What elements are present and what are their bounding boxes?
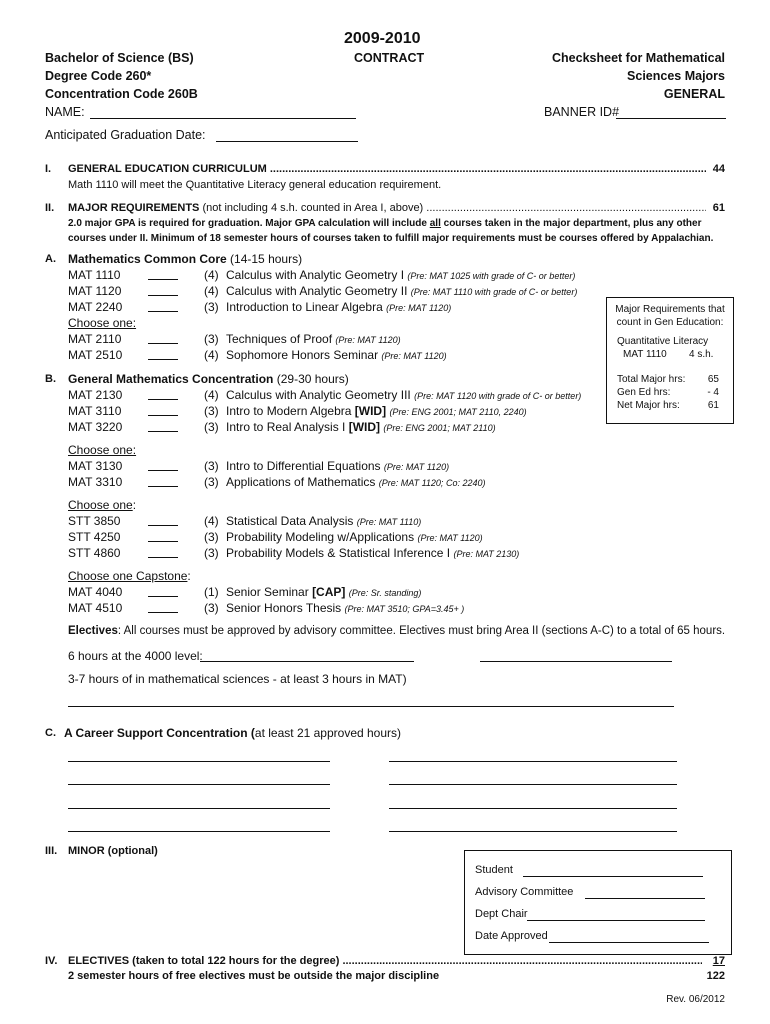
name-field[interactable] [90,118,356,119]
section-b-letter: B. [45,373,56,385]
course-title: Calculus with Analytic Geometry II (Pre: MAT 1110 with grade of C- or better) [226,284,578,298]
major-requirements-box [606,297,734,424]
approval-signature-box [464,850,732,955]
student-signature-field[interactable] [523,876,703,877]
net-major-hrs-label: Net Major hrs: [617,400,680,411]
career-support-field-2[interactable] [389,761,677,762]
course-title: Statistical Data Analysis (Pre: MAT 1110) [226,514,422,528]
electives-note: Electives: All courses must be approved by advisory committee. Electives must bring Area II (sections A-C) to a total of 65 hours. [68,625,726,637]
gpa-requirement-line2: courses under II. Minimum of 18 semester hours of courses taken to fulfill major requirements must be courses offered by Appalachian. [68,233,714,244]
choose-one-label-a: Choose one: [68,316,137,330]
banner-id-field[interactable] [616,118,726,119]
total-major-hrs-value: 65 [707,374,719,385]
level-4000-field-1[interactable] [200,661,414,662]
choose-capstone-label: Choose one Capstone: [68,569,191,583]
choose-one-label-b1: Choose one: [68,443,137,457]
grade-blank[interactable] [148,530,178,542]
section-i-hours: 44 [712,163,725,175]
degree-code: Degree Code 260* [45,69,152,83]
grade-blank[interactable] [148,514,178,526]
section-iii-title: MINOR (optional) [68,845,158,857]
advisory-committee-label: Advisory Committee [475,886,574,898]
course-hours: (3) [204,475,219,489]
concentration-code: Concentration Code 260B [45,87,198,101]
date-approved-field[interactable] [549,942,709,943]
section-iv-note: 2 semester hours of free electives must be outside the major discipline [68,970,440,982]
section-ii-number: II. [45,202,55,214]
section-b-title: General Mathematics Concentration (29-30 hours) [68,372,349,386]
course-hours: (3) [204,332,219,346]
career-support-field-1[interactable] [68,761,330,762]
course-title: Probability Models & Statistical Inference I (Pre: MAT 2130) [226,546,520,560]
gen-ed-hrs-label: Gen Ed hrs: [617,387,671,398]
section-i-note: Math 1110 will meet the Quantitative Literacy general education requirement. [68,179,442,191]
grade-blank[interactable] [148,420,178,432]
grade-blank[interactable] [148,348,178,360]
graduation-date-field[interactable] [216,141,358,142]
date-approved-label: Date Approved [475,930,548,942]
course-code: MAT 1120 [68,284,122,298]
grade-blank[interactable] [148,388,178,400]
banner-id-label: BANNER ID# [544,105,620,119]
course-hours: (4) [204,514,219,528]
grade-blank[interactable] [148,475,178,487]
course-title: Techniques of Proof (Pre: MAT 1120) [226,332,401,346]
course-title: Senior Seminar [CAP] (Pre: Sr. standing) [226,585,422,599]
sidebox-heading-1: Major Requirements that [615,304,725,315]
course-hours: (3) [204,530,219,544]
advisory-committee-field[interactable] [585,898,705,899]
grade-blank[interactable] [148,546,178,558]
course-hours: (3) [204,420,219,434]
grade-blank[interactable] [148,601,178,613]
name-label: NAME: [45,105,85,119]
course-hours: (3) [204,546,219,560]
course-title: Applications of Mathematics (Pre: MAT 1120; Co: 2240) [226,475,486,489]
section-c-title: A Career Support Concentration (at least 21 approved hours) [64,726,402,740]
course-code: MAT 2130 [68,388,123,402]
course-code: STT 4860 [68,546,121,560]
course-title: Sophomore Honors Seminar (Pre: MAT 1120) [226,348,447,362]
contract-label: CONTRACT [354,51,425,65]
course-hours: (4) [204,388,219,402]
net-major-hrs-value: 61 [707,400,719,411]
career-support-field-5[interactable] [68,808,330,809]
checksheet-title-2: Sciences Majors [627,69,725,83]
course-hours: (3) [204,300,219,314]
quantitative-literacy-course: MAT 1110 [623,349,667,360]
checksheet-concentration: GENERAL [663,87,725,101]
grade-blank[interactable] [148,585,178,597]
course-title: Senior Honors Thesis (Pre: MAT 3510; GPA=3.45+ ) [226,601,465,615]
section-iv-title: ELECTIVES (taken to total 122 hours for the degree) ..... [68,955,702,967]
sidebox-heading-2: count in Gen Education: [616,317,724,328]
degree-title: Bachelor of Science (BS) [45,51,194,65]
quantitative-literacy-label: Quantitative Literacy [617,336,709,347]
section-ii-hours: 61 [712,202,725,214]
career-support-field-7[interactable] [68,831,330,832]
total-major-hrs-label: Total Major hrs: [617,374,686,385]
section-iii-number: III. [45,845,58,857]
course-title: Probability Modeling w/Applications (Pre: MAT 1120) [226,530,483,544]
section-iv-number: IV. [45,955,58,967]
grade-blank[interactable] [148,284,178,296]
section-i-number: I. [45,163,52,175]
course-code: MAT 4510 [68,601,123,615]
course-title: Introduction to Linear Algebra (Pre: MAT 1120) [226,300,452,314]
dept-chair-field[interactable] [527,920,705,921]
career-support-field-8[interactable] [389,831,677,832]
course-title: Intro to Modern Algebra [WID] (Pre: ENG 2001; MAT 2110, 2240) [226,404,527,418]
math-sciences-field[interactable] [68,706,674,707]
grade-blank[interactable] [148,459,178,471]
career-support-field-3[interactable] [68,784,330,785]
career-support-field-6[interactable] [389,808,677,809]
level-4000-field-2[interactable] [480,661,672,662]
course-hours: (4) [204,284,219,298]
dept-chair-label: Dept Chair [475,908,528,920]
course-code: MAT 4040 [68,585,123,599]
section-a-title: Mathematics Common Core (14-15 hours) [68,252,303,266]
revision-date: Rev. 06/2012 [666,994,725,1005]
section-c-letter: C. [45,727,56,739]
course-code: MAT 2110 [68,332,122,346]
course-code: MAT 3110 [68,404,122,418]
course-title: Intro to Differential Equations (Pre: MAT 1120) [226,459,450,473]
course-hours: (3) [204,404,219,418]
course-code: STT 3850 [68,514,121,528]
section-i-title: GENERAL EDUCATION CURRICULUM ..... [68,163,706,175]
course-code: MAT 1110 [68,268,121,282]
student-signature-label: Student [475,864,513,876]
course-code: MAT 3220 [68,420,123,434]
grade-blank[interactable] [148,404,178,416]
career-support-field-4[interactable] [389,784,677,785]
gpa-requirement-line1: 2.0 major GPA is required for graduation. Major GPA calculation will include all courses taken in the major department, plus any other [68,218,702,229]
total-degree-hours: 122 [706,970,725,982]
course-hours: (3) [204,459,219,473]
course-code: MAT 3310 [68,475,123,489]
course-hours: (4) [204,268,219,282]
level-4000-label: 6 hours at the 4000 level: [68,649,203,663]
section-iv-hours: 17 [712,955,725,967]
course-title: Calculus with Analytic Geometry III (Pre: MAT 1120 with grade of C- or better) [226,388,582,402]
course-code: MAT 3130 [68,459,123,473]
graduation-date-label: Anticipated Graduation Date: [45,128,206,142]
section-ii-title: MAJOR REQUIREMENTS (not including 4 s.h. counted in Area I, above) ..... [68,202,706,214]
grade-blank[interactable] [148,332,178,344]
course-code: MAT 2240 [68,300,123,314]
course-code: STT 4250 [68,530,121,544]
math-sciences-hours-label: 3-7 hours of in mathematical sciences - at least 3 hours in MAT) [68,672,407,686]
grade-blank[interactable] [148,268,178,280]
checksheet-title-1: Checksheet for Mathematical [552,51,725,65]
gen-ed-hrs-value: - 4 [707,387,719,398]
contract-year: 2009-2010 [344,30,421,47]
choose-one-label-b2: Choose one: [68,498,137,512]
section-a-letter: A. [45,253,56,265]
course-hours: (4) [204,348,219,362]
course-code: MAT 2510 [68,348,123,362]
course-title: Calculus with Analytic Geometry I (Pre: MAT 1025 with grade of C- or better) [226,268,576,282]
grade-blank[interactable] [148,300,178,312]
quantitative-literacy-hours: 4 s.h. [689,349,714,360]
course-title: Intro to Real Analysis I [WID] (Pre: ENG 2001; MAT 2110) [226,420,496,434]
course-hours: (3) [204,601,219,615]
course-hours: (1) [204,585,219,599]
